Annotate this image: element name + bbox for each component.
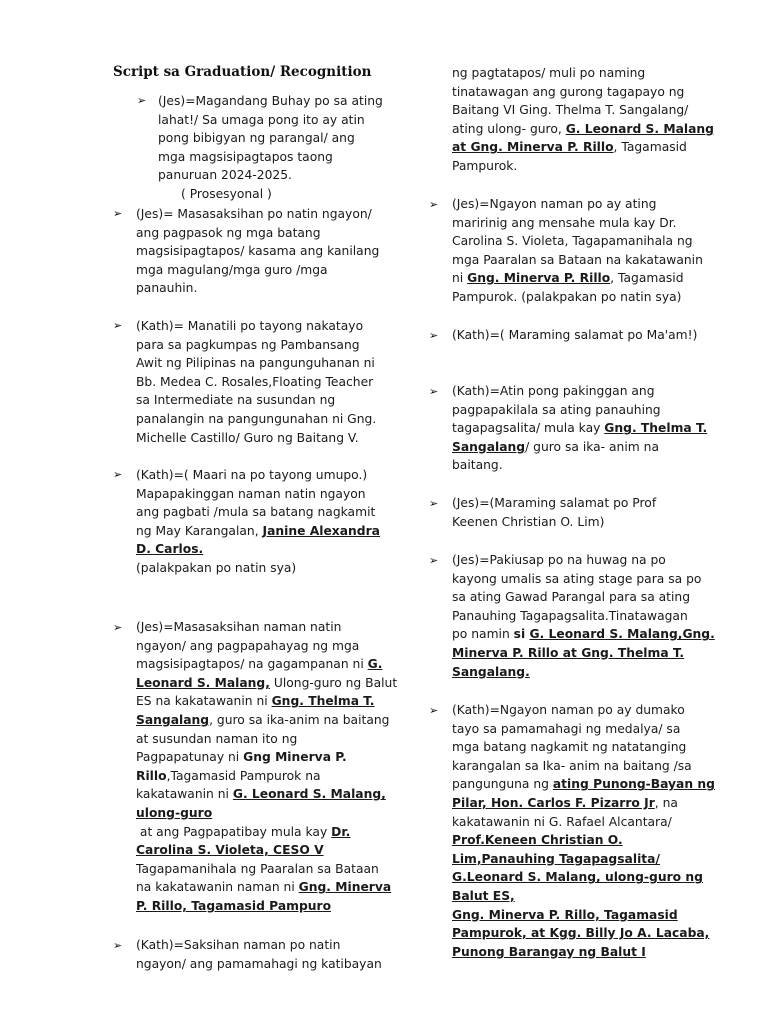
arrow-bullet-icon: ➢	[113, 621, 123, 634]
item-text: (Kath)= Manatili po tayong nakatayo para sa pagkumpas ng Pambansang Awit ng Pilipinas na pangunguhanan ni Bb. Medea C. Rosales,Floating Teacher sa Intermediate na susundan ng panalangin na pangungunahan ni Gng. Michelle Castillo/ Guro ng Baitang V.	[136, 319, 377, 445]
arrow-bullet-icon: ➢	[429, 554, 439, 567]
arrow-bullet-icon: ➢	[429, 704, 439, 717]
arrow-bullet-icon: ➢	[429, 497, 439, 510]
item-text: (Jes)=Masasaksihan naman natin ngayon/ ang pagpapahayag ng mga magsisipagtapos/ na gagampanan ni G. Leonard S. Malang, Ulong-guro ng Balut ES na kakatawanin ni Gng. Thelma T. Sangalang, guro sa ika-anim na baitang at susundan naman ito ng Pagpapatunay ni Gng Minerva P. Rillo,Tagamasid Pampurok na kakatawanin ni G. Leonard S. Malang, ulong-guro at ang Pagpapatibay mula kay Dr. Carolina S. Violeta, CESO V Tagapamanihala ng Paaralan sa Bataan na kakatawanin naman ni Gng. Minerva P. Rillo, Tagamasid Pampuro	[136, 620, 398, 913]
arrow-bullet-icon: ➢	[113, 939, 123, 952]
item-text: (Kath)=Atin pong pakinggan ang pagpapakilala sa ating panauhing tagapagsalita/ mula kay Gng. Thelma T. Sangalang/ guro sa ika- anim na baitang.	[452, 384, 708, 473]
arrow-bullet-icon: ➢	[137, 94, 147, 107]
item-text: (Jes)=Ngayon naman po ay ating maririnig ang mensahe mula kay Dr. Carolina S. Violeta, Tagapamanihala ng mga Paaralan sa Bataan na kakatawanin ni Gng. Minerva P. Rillo, Tagamasid Pampurok. (palakpakan po natin sya)	[452, 197, 703, 304]
item-text: (Jes)= Masasaksihan po natin ngayon/ ang pagpasok ng mga batang magsisipagtapos/ kasama ang kanilang mga magulang/mga guro /mga panauhin.	[136, 207, 380, 296]
arrow-bullet-icon: ➢	[429, 385, 439, 398]
item-text: (Kath)=Saksihan naman po natin ngayon/ ang pamamahagi ng katibayan	[136, 938, 382, 971]
item-text: (Kath)=( Maraming salamat po Ma'am!)	[452, 328, 698, 342]
item-text: (Kath)=( Maari na po tayong umupo.) Mapapakinggan naman natin ngayon ang pagbati /mula sa batang nagkamit ng May Karangalan, Janine Alexandra D. Carlos. (palakpakan po natin sya)	[136, 468, 380, 575]
item-text: (Jes)=(Maraming salamat po Prof Keenen Christian O. Lim)	[452, 496, 657, 529]
item-text: ng pagtatapos/ muli po naming tinatawagan ang gurong tagapayo ng Baitang VI Ging. Thelma T. Sangalang/ ating ulong- guro, G. Leonard S. Malang at Gng. Minerva P. Rillo, Tagamasid Pampurok.	[452, 66, 714, 173]
arrow-bullet-icon: ➢	[113, 468, 123, 481]
arrow-bullet-icon: ➢	[429, 198, 439, 211]
arrow-bullet-icon: ➢	[429, 329, 439, 342]
document-title: Script sa Graduation/ Recognition	[113, 64, 372, 80]
item-text: (Jes)=Magandang Buhay po sa ating lahat!/ Sa umaga pong ito ay atin pong bibigyan ng parangal/ ang mga magsisipagtapos taong panuruan 2024-2025.	[158, 94, 383, 183]
prosesyonal-note: ( Prosesyonal )	[181, 187, 272, 201]
arrow-bullet-icon: ➢	[113, 207, 123, 220]
item-text: (Kath)=Ngayon naman po ay dumako tayo sa pamamahagi ng medalya/ sa mga batang nagkamit ng natatanging karangalan sa Ika- anim na baitang /sa pangunguna ng ating Punong-Bayan ng Pilar, Hon. Carlos F. Pizarro Jr, na kakatawanin ni G. Rafael Alcantara/ Prof.Keneen Christian O. Lim,Panauhing Tagapagsalita/ G.Leonard S. Malang, ulong-guro ng Balut ES, Gng. Minerva P. Rillo, Tagamasid Pampurok, at Kgg. Billy Jo A. Lacaba, Punong Barangay ng Balut I	[452, 703, 715, 959]
item-text: (Jes)=Pakiusap po na huwag na po kayong umalis sa ating stage para sa po sa ating Gawad Parangal para sa ating Panauhing Tagapagsalita.Tinatawagan po namin si G. Leonard S. Malang,Gng. Minerva P. Rillo at Gng. Thelma T. Sangalang.	[452, 553, 715, 679]
arrow-bullet-icon: ➢	[113, 319, 123, 332]
